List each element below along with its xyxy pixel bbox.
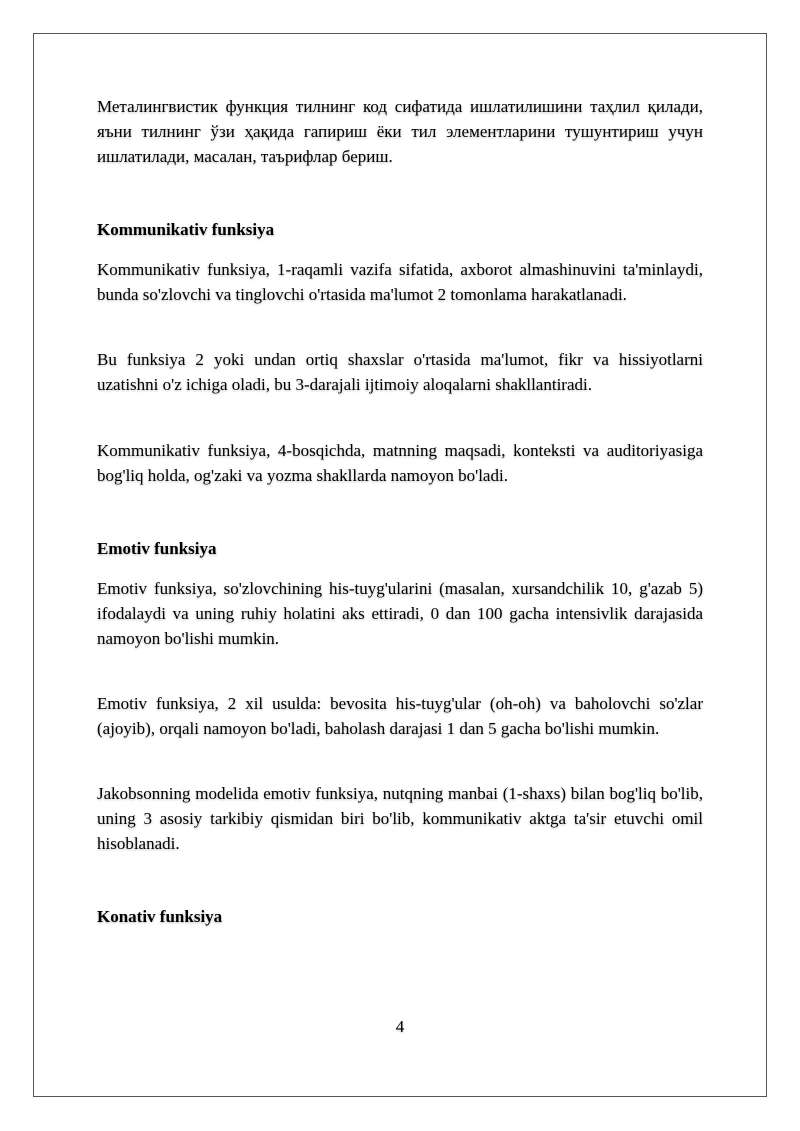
heading-kommunikativ: Kommunikativ funksiya: [97, 220, 275, 239]
page-number: 4: [395, 1017, 405, 1036]
page-content: [97, 94, 703, 929]
paragraph-emotiv-3: Jakobsonning modelida emotiv funksiya, nutqning manbai (1-shaxs) bilan bog'liq bo'lib, uning 3 asosiy tarkibiy qismidan biri bo'lib, kommunikativ aktga ta'sir etuvchi omil hisoblanadi.: [97, 784, 703, 853]
paragraph-emotiv-1: Emotiv funksiya, so'zlovchining his-tuyg'ularini (masalan, xursandchilik 10, g'azab 5) ifodalaydi va uning ruhiy holatini aks ettiradi, 0 dan 100 gacha intensivlik darajasida namoyon bo'lishi mumkin.: [97, 579, 703, 648]
paragraph-metalinguistic: Металингвистик функция тилнинг код сифатида ишлатилишини таҳлил қилади, яъни тилнинг ўзи ҳақида гапириш ёки тил элементларини тушунтириш учун ишлатилади, масалан, таърифлар бериш.: [97, 97, 703, 166]
heading-emotiv: Emotiv funksiya: [97, 539, 217, 558]
paragraph-emotiv-2: Emotiv funksiya, 2 xil usulda: bevosita his-tuyg'ular (oh-oh) va baholovchi so'zlar (ajoyib), orqali namoyon bo'ladi, baholash darajasi 1 dan 5 gacha bo'lishi mumkin.: [97, 694, 703, 738]
heading-konativ: Konativ funksiya: [97, 907, 223, 926]
paragraph-kommunikativ-2: Bu funksiya 2 yoki undan ortiq shaxslar o'rtasida ma'lumot, fikr va hissiyotlarni uzatishni o'z ichiga oladi, bu 3-darajali ijtimoiy aloqalarni shakllantiradi.: [97, 350, 703, 394]
paragraph-kommunikativ-3: Kommunikativ funksiya, 4-bosqichda, matnning maqsadi, konteksti va auditoriyasiga bog'liq holda, og'zaki va yozma shakllarda namoyon bo'ladi.: [97, 441, 703, 485]
paragraph-kommunikativ-1: Kommunikativ funksiya, 1-raqamli vazifa sifatida, axborot almashinuvini ta'minlaydi, bunda so'zlovchi va tinglovchi o'rtasida ma'lumot 2 tomonlama harakatlanadi.: [97, 260, 703, 304]
